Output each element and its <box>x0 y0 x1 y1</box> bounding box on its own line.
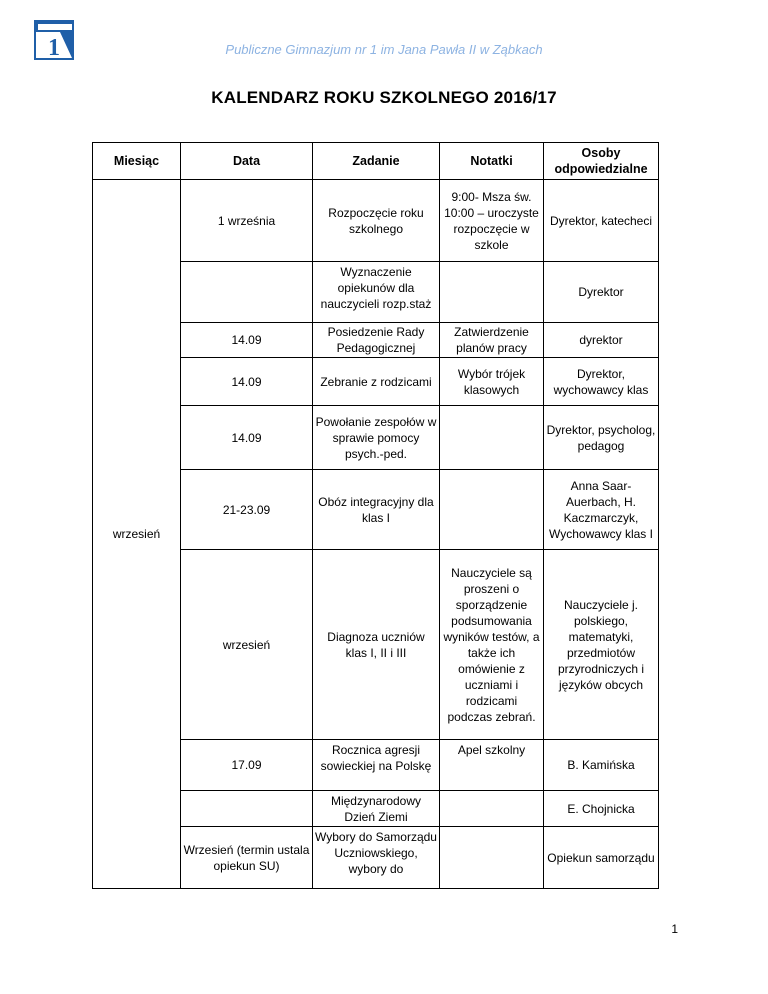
date-cell: 14.09 <box>181 358 313 406</box>
task-cell: Obóz integracyjny dla klas I <box>313 470 440 550</box>
date-cell <box>181 791 313 827</box>
notes-cell <box>440 470 544 550</box>
notes-cell: 9:00- Msza św. 10:00 – uroczyste rozpoczęcie w szkole <box>440 180 544 262</box>
notes-cell <box>440 827 544 889</box>
notes-cell: Nauczyciele są proszeni o sporządzenie podsumowania wyników testów, a także ich omówienie z uczniami i rodzicami podczas zebrań. <box>440 550 544 740</box>
task-cell: Wyznaczenie opiekunów dla nauczycieli rozp.staż <box>313 262 440 323</box>
notes-cell <box>440 406 544 470</box>
header-date: Data <box>181 143 313 180</box>
notes-cell <box>440 791 544 827</box>
calendar-table <box>92 142 659 889</box>
task-cell: Posiedzenie Rady Pedagogicznej <box>313 323 440 358</box>
task-cell: Wybory do Samorządu Uczniowskiego, wybory do <box>313 827 440 889</box>
notes-cell <box>440 262 544 323</box>
task-cell: Międzynarodowy Dzień Ziemi <box>313 791 440 827</box>
month-cell: wrzesień <box>93 180 181 889</box>
responsible-cell: Opiekun samorządu <box>544 827 659 889</box>
responsible-cell: Dyrektor <box>544 262 659 323</box>
date-cell: Wrzesień (termin ustala opiekun SU) <box>181 827 313 889</box>
task-cell: Powołanie zespołów w sprawie pomocy psych.-ped. <box>313 406 440 470</box>
date-cell: 1 września <box>181 180 313 262</box>
header-responsible: Osoby odpowiedzialne <box>544 143 659 180</box>
task-cell: Rocznica agresji sowieckiej na Polskę <box>313 740 440 791</box>
page-number: 1 <box>671 922 678 936</box>
date-cell: 17.09 <box>181 740 313 791</box>
responsible-cell: Dyrektor, psycholog, pedagog <box>544 406 659 470</box>
responsible-cell: B. Kamińska <box>544 740 659 791</box>
document-title: KALENDARZ ROKU SZKOLNEGO 2016/17 <box>211 88 557 107</box>
date-cell: 14.09 <box>181 323 313 358</box>
date-cell: wrzesień <box>181 550 313 740</box>
table-header-row <box>93 143 659 180</box>
responsible-cell: E. Chojnicka <box>544 791 659 827</box>
responsible-cell: Anna Saar-Auerbach, H. Kaczmarczyk, Wychowawcy klas I <box>544 470 659 550</box>
notes-cell: Apel szkolny <box>440 740 544 791</box>
table-row <box>93 180 659 262</box>
responsible-cell: dyrektor <box>544 323 659 358</box>
date-cell: 21-23.09 <box>181 470 313 550</box>
task-cell: Diagnoza uczniów klas I, II i III <box>313 550 440 740</box>
logo-digit: 1 <box>48 35 60 61</box>
date-cell <box>181 262 313 323</box>
school-name-header: Publiczne Gimnazjum nr 1 im Jana Pawła II w Ząbkach <box>225 42 543 57</box>
date-cell: 14.09 <box>181 406 313 470</box>
header-task: Zadanie <box>313 143 440 180</box>
task-cell: Rozpoczęcie roku szkolnego <box>313 180 440 262</box>
notes-cell: Wybór trójek klasowych <box>440 358 544 406</box>
responsible-cell: Dyrektor, wychowawcy klas <box>544 358 659 406</box>
task-cell: Zebranie z rodzicami <box>313 358 440 406</box>
responsible-cell: Nauczyciele j. polskiego, matematyki, przedmiotów przyrodniczych i języków obcych <box>544 550 659 740</box>
header-notes: Notatki <box>440 143 544 180</box>
notes-cell: Zatwierdzenie planów pracy <box>440 323 544 358</box>
responsible-cell: Dyrektor, katecheci <box>544 180 659 262</box>
header-month: Miesiąc <box>93 143 181 180</box>
